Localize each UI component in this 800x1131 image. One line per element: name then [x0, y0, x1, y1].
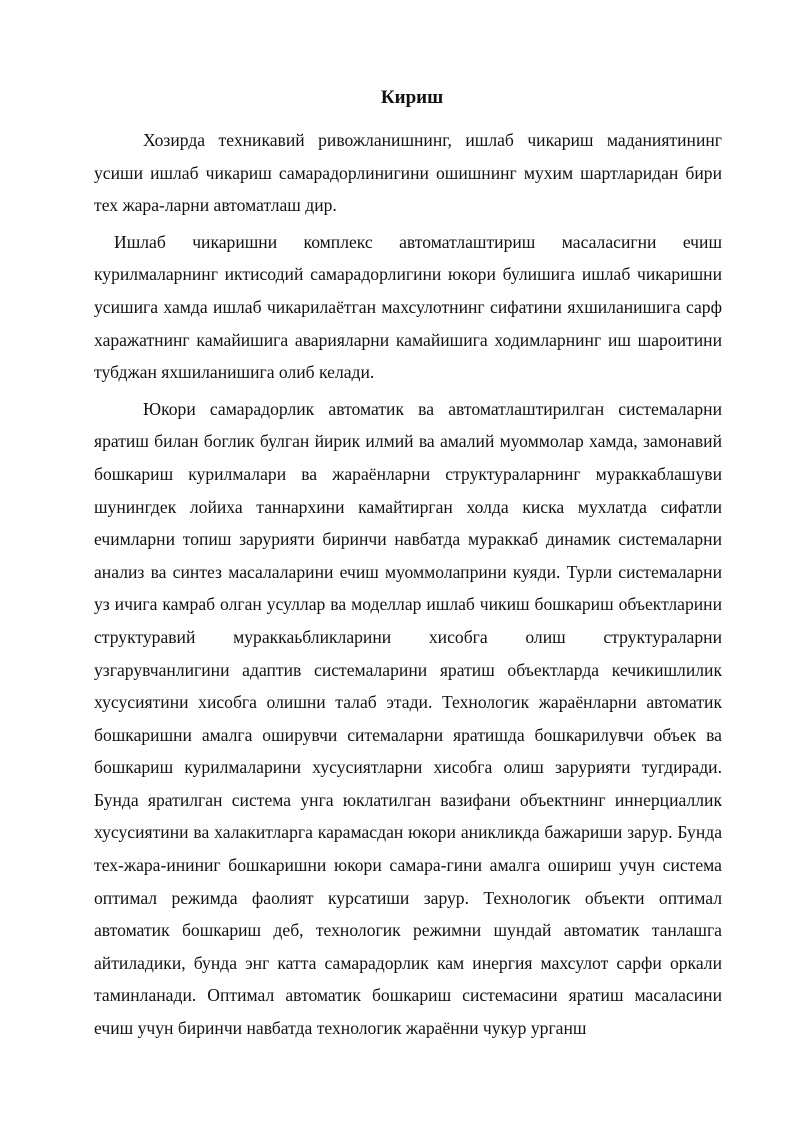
- page-content: [94, 82, 722, 1045]
- page-title: Кириш: [380, 87, 444, 108]
- paragraph-3: Юкори самарадорлик автоматик ва автоматлаштирилган системаларни яратиш билан боглик булган йирик илмий ва амалий муоммолар хамда, замонавий бошкариш курилмалари ва жараёнларни структураларнинг мураккаблашуви шунингдек лойиха таннархини камайтирган холда киска мухлатда сифатли ечимларни топиш зарурияти биринчи навбатда мураккаб динамик системаларни анализ ва синтез масалаларини ечиш муоммолаприни куяди. Турли системаларни уз ичига камраб олган усуллар ва моделлар ишлаб чикиш бошкариш объектларини структуравий мураккаьбликларини хисобга олиш структураларни узгарувчанлигини адаптив системаларини яратиш объектларда кечикишлилик хусусиятини хисобга олишни талаб этади. Технологик жараёнларни автоматик бошкаришни амалга оширувчи ситемаларни яратишда бошкарилувчи объек ва бошкариш курилмаларини хусусиятларни хисобга олиш зарурияти тугдиради. Бунда яратилган система унга юклатилган вазифани объектнинг иннерциаллик хусусиятини ва халакитларга карамасдан юкори аникликда бажариши зарур. Бунда тех-жара-ининиг бошкаришни юкори самара-гини амалга ошириш учун система оптимал режимда фаолият курсатиши зарур. Технологик объекти оптимал автоматик бошкариш деб, технологик режимни шундай автоматик танлашга айтиладики, бунда энг катта самарадорлик кам инергия махсулот сарфи оркали таминланади. Оптимал автоматик бошкариш системасини яратиш масаласини ечиш учун биринчи навбатда технологик жараённи чукур урганш: [94, 398, 722, 1039]
- paragraph-2: Ишлаб чикаришни комплекс автоматлаштириш масаласигни ечиш курилмаларнинг иктисодий самарадорлигини юкори булишига ишлаб чикаришни усишига хамда ишлаб чикарилаётган махсулотнинг сифатини яхшиланишига сарф харажатнинг камайишига аварияларни камайишига ходимларнинг иш шароитини тубджан яхшиланишига олиб келади.: [94, 231, 722, 383]
- paragraph-1: Хозирда техникавий ривожланишнинг, ишлаб чикариш маданиятининг усиши ишлаб чикариш самарадорлинигини ошишнинг мухим шартларидан бири тех жара-ларни автоматлаш дир.: [94, 130, 722, 216]
